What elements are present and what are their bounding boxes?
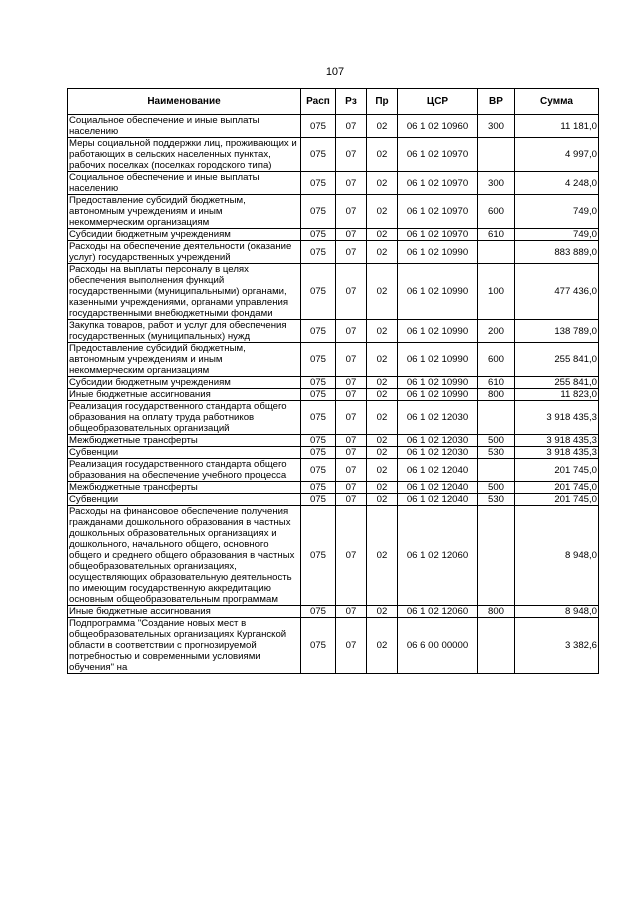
cell-rasp: 075 — [301, 494, 336, 506]
cell-csr: 06 1 02 12060 — [398, 606, 478, 618]
cell-vr — [478, 618, 515, 674]
cell-sum: 4 997,0 — [515, 138, 599, 172]
cell-csr: 06 1 02 12030 — [398, 447, 478, 459]
cell-rz: 07 — [336, 435, 367, 447]
cell-vr — [478, 459, 515, 482]
cell-pr: 02 — [367, 618, 398, 674]
cell-pr: 02 — [367, 447, 398, 459]
cell-rasp: 075 — [301, 377, 336, 389]
cell-rz: 07 — [336, 195, 367, 229]
cell-sum: 749,0 — [515, 195, 599, 229]
cell-vr: 200 — [478, 320, 515, 343]
header-vr: ВР — [478, 89, 515, 115]
cell-csr: 06 1 02 12060 — [398, 506, 478, 606]
cell-csr: 06 1 02 10990 — [398, 320, 478, 343]
cell-pr: 02 — [367, 172, 398, 195]
cell-pr: 02 — [367, 435, 398, 447]
table-row — [68, 606, 599, 618]
cell-vr: 500 — [478, 435, 515, 447]
cell-rasp: 075 — [301, 172, 336, 195]
cell-rasp: 075 — [301, 195, 336, 229]
cell-rasp: 075 — [301, 606, 336, 618]
cell-sum: 8 948,0 — [515, 606, 599, 618]
cell-name: Реализация государственного стандарта общего образования на обеспечение учебного процесса — [68, 459, 301, 482]
cell-rz: 07 — [336, 138, 367, 172]
cell-sum: 749,0 — [515, 229, 599, 241]
cell-csr: 06 1 02 10970 — [398, 195, 478, 229]
header-rasp: Расп — [301, 89, 336, 115]
cell-csr: 06 1 02 12030 — [398, 435, 478, 447]
cell-pr: 02 — [367, 138, 398, 172]
cell-name: Межбюджетные трансферты — [68, 435, 301, 447]
cell-sum: 255 841,0 — [515, 343, 599, 377]
cell-pr: 02 — [367, 459, 398, 482]
cell-rasp: 075 — [301, 435, 336, 447]
table-row — [68, 494, 599, 506]
table-row — [68, 401, 599, 435]
header-csr: ЦСР — [398, 89, 478, 115]
table-row — [68, 115, 599, 138]
cell-vr — [478, 401, 515, 435]
cell-rz: 07 — [336, 377, 367, 389]
cell-pr: 02 — [367, 229, 398, 241]
cell-rasp: 075 — [301, 229, 336, 241]
cell-sum: 11 181,0 — [515, 115, 599, 138]
table-row — [68, 435, 599, 447]
page-number: 107 — [325, 66, 345, 78]
table-body — [68, 115, 599, 674]
cell-pr: 02 — [367, 320, 398, 343]
cell-csr: 06 1 02 10990 — [398, 377, 478, 389]
cell-sum: 477 436,0 — [515, 264, 599, 320]
table-row — [68, 343, 599, 377]
cell-csr: 06 1 02 10990 — [398, 264, 478, 320]
cell-vr: 300 — [478, 115, 515, 138]
table-row — [68, 459, 599, 482]
cell-rasp: 075 — [301, 115, 336, 138]
cell-csr: 06 1 02 12040 — [398, 482, 478, 494]
cell-rz: 07 — [336, 506, 367, 606]
cell-name: Предоставление субсидий бюджетным, автономным учреждениям и иным некоммерческим организациям — [68, 195, 301, 229]
cell-name: Социальное обеспечение и иные выплаты населению — [68, 172, 301, 195]
cell-name: Расходы на финансовое обеспечение получения гражданами дошкольного образования в частных дошкольных образовательных организациях и дошкольного, начального общего, основного общего и среднего общего образования в частных общеобразовательных организациях, осуществляющих образовательную деятельность по имеющим государственную аккредитацию основным общеобразовательным программам — [68, 506, 301, 606]
cell-rasp: 075 — [301, 389, 336, 401]
cell-rz: 07 — [336, 241, 367, 264]
cell-pr: 02 — [367, 482, 398, 494]
cell-rz: 07 — [336, 229, 367, 241]
cell-rz: 07 — [336, 172, 367, 195]
cell-csr: 06 1 02 10970 — [398, 138, 478, 172]
cell-sum: 3 918 435,3 — [515, 401, 599, 435]
cell-csr: 06 1 02 10990 — [398, 343, 478, 377]
budget-table — [67, 88, 599, 674]
cell-rz: 07 — [336, 447, 367, 459]
cell-pr: 02 — [367, 343, 398, 377]
table-row — [68, 506, 599, 606]
cell-name: Предоставление субсидий бюджетным, автономным учреждениям и иным некоммерческим организациям — [68, 343, 301, 377]
cell-pr: 02 — [367, 606, 398, 618]
cell-name: Закупка товаров, работ и услуг для обеспечения государственных (муниципальных) нужд — [68, 320, 301, 343]
cell-vr: 610 — [478, 229, 515, 241]
cell-csr: 06 1 02 12030 — [398, 401, 478, 435]
cell-name: Межбюджетные трансферты — [68, 482, 301, 494]
cell-rasp: 075 — [301, 264, 336, 320]
cell-sum: 11 823,0 — [515, 389, 599, 401]
cell-rz: 07 — [336, 459, 367, 482]
cell-rz: 07 — [336, 264, 367, 320]
cell-pr: 02 — [367, 115, 398, 138]
header-name: Наименование — [68, 89, 301, 115]
table-header-row — [68, 89, 599, 115]
cell-rasp: 075 — [301, 320, 336, 343]
cell-pr: 02 — [367, 241, 398, 264]
cell-rz: 07 — [336, 482, 367, 494]
cell-name: Меры социальной поддержки лиц, проживающих и работающих в сельских населенных пунктах, рабочих поселках (поселках городского типа) — [68, 138, 301, 172]
cell-rasp: 075 — [301, 241, 336, 264]
cell-name: Иные бюджетные ассигнования — [68, 389, 301, 401]
cell-name: Реализация государственного стандарта общего образования на оплату труда работников общеобразовательных организаций — [68, 401, 301, 435]
cell-sum: 8 948,0 — [515, 506, 599, 606]
cell-rz: 07 — [336, 320, 367, 343]
cell-rz: 07 — [336, 494, 367, 506]
cell-csr: 06 6 00 00000 — [398, 618, 478, 674]
cell-csr: 06 1 02 10990 — [398, 389, 478, 401]
table-row — [68, 389, 599, 401]
cell-sum: 201 745,0 — [515, 459, 599, 482]
cell-name: Расходы на обеспечение деятельности (оказание услуг) государственных учреждений — [68, 241, 301, 264]
cell-rasp: 075 — [301, 618, 336, 674]
table-row — [68, 138, 599, 172]
cell-rz: 07 — [336, 115, 367, 138]
cell-vr: 530 — [478, 447, 515, 459]
cell-sum: 201 745,0 — [515, 482, 599, 494]
cell-vr: 530 — [478, 494, 515, 506]
cell-name: Иные бюджетные ассигнования — [68, 606, 301, 618]
cell-sum: 4 248,0 — [515, 172, 599, 195]
cell-vr — [478, 138, 515, 172]
cell-vr: 800 — [478, 389, 515, 401]
cell-rasp: 075 — [301, 482, 336, 494]
cell-name: Субсидии бюджетным учреждениям — [68, 377, 301, 389]
cell-rz: 07 — [336, 618, 367, 674]
cell-vr: 500 — [478, 482, 515, 494]
cell-rasp: 075 — [301, 459, 336, 482]
cell-vr — [478, 241, 515, 264]
header-pr: Пр — [367, 89, 398, 115]
cell-rasp: 075 — [301, 138, 336, 172]
cell-name: Расходы на выплаты персоналу в целях обеспечения выполнения функций государственными (муниципальными) органами, казенными учреждениями, органами управления государственными внебюджетными фондами — [68, 264, 301, 320]
cell-csr: 06 1 02 10970 — [398, 229, 478, 241]
cell-sum: 3 918 435,3 — [515, 435, 599, 447]
cell-sum: 3 382,6 — [515, 618, 599, 674]
cell-rz: 07 — [336, 401, 367, 435]
cell-sum: 3 918 435,3 — [515, 447, 599, 459]
cell-sum: 883 889,0 — [515, 241, 599, 264]
cell-pr: 02 — [367, 389, 398, 401]
cell-rasp: 075 — [301, 401, 336, 435]
cell-csr: 06 1 02 12040 — [398, 459, 478, 482]
cell-rasp: 075 — [301, 343, 336, 377]
cell-name: Субвенции — [68, 447, 301, 459]
header-rz: Рз — [336, 89, 367, 115]
cell-vr: 600 — [478, 195, 515, 229]
header-sum: Сумма — [515, 89, 599, 115]
cell-vr: 800 — [478, 606, 515, 618]
cell-name: Подпрограмма "Создание новых мест в общеобразовательных организациях Курганской области в соответствии с прогнозируемой потребностью и современными условиями обучения" на — [68, 618, 301, 674]
cell-csr: 06 1 02 12040 — [398, 494, 478, 506]
cell-sum: 201 745,0 — [515, 494, 599, 506]
cell-vr: 100 — [478, 264, 515, 320]
cell-vr: 610 — [478, 377, 515, 389]
table-row — [68, 447, 599, 459]
cell-pr: 02 — [367, 494, 398, 506]
table-row — [68, 320, 599, 343]
cell-sum: 255 841,0 — [515, 377, 599, 389]
table-row — [68, 172, 599, 195]
cell-vr: 600 — [478, 343, 515, 377]
cell-rz: 07 — [336, 606, 367, 618]
cell-vr: 300 — [478, 172, 515, 195]
table-row — [68, 241, 599, 264]
table-row — [68, 229, 599, 241]
table-row — [68, 264, 599, 320]
cell-pr: 02 — [367, 264, 398, 320]
cell-vr — [478, 506, 515, 606]
cell-pr: 02 — [367, 401, 398, 435]
table-row — [68, 618, 599, 674]
cell-sum: 138 789,0 — [515, 320, 599, 343]
cell-rz: 07 — [336, 389, 367, 401]
cell-csr: 06 1 02 10960 — [398, 115, 478, 138]
cell-csr: 06 1 02 10990 — [398, 241, 478, 264]
table-row — [68, 377, 599, 389]
cell-rasp: 075 — [301, 447, 336, 459]
cell-pr: 02 — [367, 195, 398, 229]
cell-rz: 07 — [336, 343, 367, 377]
cell-pr: 02 — [367, 377, 398, 389]
cell-csr: 06 1 02 10970 — [398, 172, 478, 195]
cell-name: Субвенции — [68, 494, 301, 506]
table-row — [68, 195, 599, 229]
cell-pr: 02 — [367, 506, 398, 606]
table-row — [68, 482, 599, 494]
cell-name: Субсидии бюджетным учреждениям — [68, 229, 301, 241]
cell-name: Социальное обеспечение и иные выплаты населению — [68, 115, 301, 138]
cell-rasp: 075 — [301, 506, 336, 606]
